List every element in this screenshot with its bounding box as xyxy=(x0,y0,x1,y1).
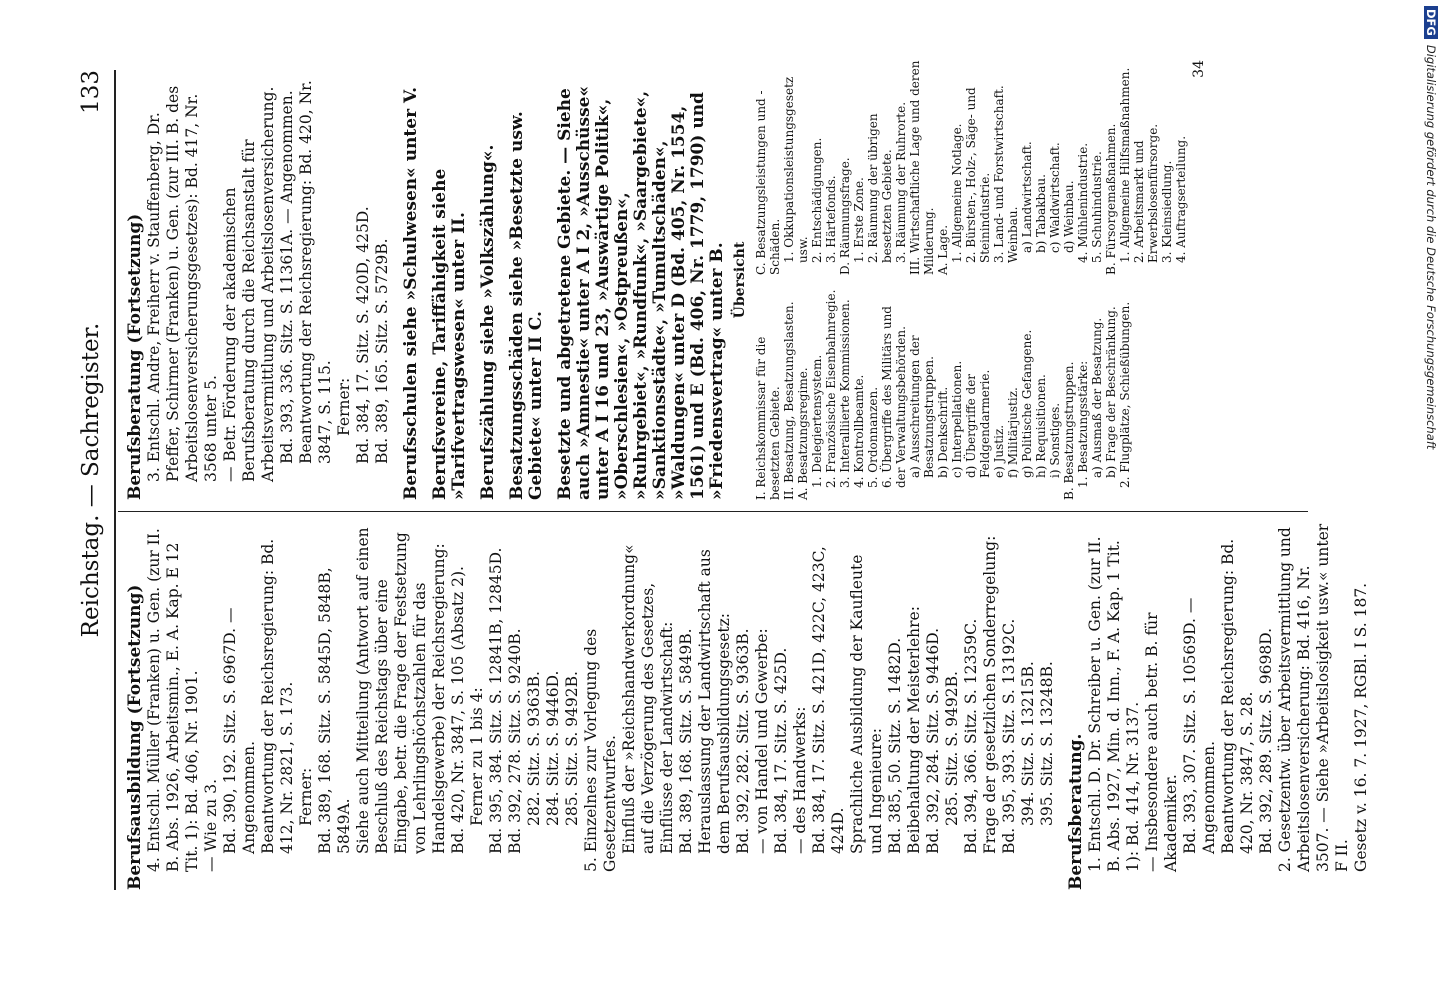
index-entry: — des Handwerks: xyxy=(791,706,809,854)
index-entry: Beibehaltung der Meisterlehre: xyxy=(905,606,923,854)
index-entry: Einfluß der »Reichshandwerkordnung« auf die Verzögerung des Gesetzes, Einflüsse der Landwirtschaft: xyxy=(620,544,676,854)
overview-item: 2. Räumung der übrigen besetzten Gebiete. xyxy=(866,113,894,263)
index-entry: Bd. 389, 168. Sitz. S. 5849B. xyxy=(677,628,695,854)
right-column-entries xyxy=(126,60,727,500)
overview-item: C. Besatzungsleistungen und -Schäden. xyxy=(754,90,782,275)
overview-title: Übersicht xyxy=(732,241,748,319)
index-entry: 2. Gesetzentw. über Arbeitsvermittlung und Arbeitslosenversicherung: Bd. 416, Nr. 3507. — Siehe »Arbeitslosigkeit usw.« unter F II. xyxy=(1276,523,1351,872)
index-entry: 1. Entschl. D. Dr. Schreiber u. Gen. (zur II. B. Abs. 1927, Min. d. Inn., F. A. Kap. 1 Tit. 1): Bd. 414, Nr. 3137. xyxy=(1086,536,1142,872)
index-entry: Beantwortung der Reichsregierung: Bd. 420, Nr. 3847, S. 115. xyxy=(297,80,334,464)
index-entry: Bd. 392, 278. Sitz. S. 9240B. xyxy=(506,628,524,854)
page-header xyxy=(76,70,112,890)
overview-item: f) Militärjustiz. xyxy=(1006,387,1020,478)
overview-item: 3. Räumung der Ruhrorte. xyxy=(894,101,908,263)
overview-item: i) Sonstiges. xyxy=(1048,402,1062,478)
index-entry: Bd. 393, 307. Sitz. S. 10569D. — Angenommen. xyxy=(1181,597,1218,854)
index-entry: Bd. 393, 336. Sitz. S. 11361A. — Angenommen. xyxy=(278,90,296,464)
index-entry: Bd. 394, 366. Sitz. S. 12359C. xyxy=(962,618,980,854)
overview-item: 2. Bürsten-, Holz-, Säge- und Steinindustrie. xyxy=(964,87,992,263)
index-entry: Beantwortung der Reichsregierung: Bd. 412, Nr. 2821, S. 173. xyxy=(259,538,296,854)
index-entry: 5. Einzelnes zur Vorlegung des Gesetzentwurfes. xyxy=(582,628,619,872)
index-entry: 3. Entschl. Andre, Freiherr v. Stauffenberg, Dr. Pfeffer, Schirmer (Franken) u. Gen. (zur III. B. des Arbeitslosenversicherungsgesetzes): Bd. 417, Nr. 3568 unter 5. xyxy=(145,85,220,482)
overview-item: 1. Erste Zone. xyxy=(852,177,866,263)
index-heading: Berufsausbildung (Fortsetzung) xyxy=(125,584,145,890)
overview-item: 3. Kleinsiedlung. xyxy=(1160,160,1174,263)
overview-item: b) Tabakbau. xyxy=(1034,174,1048,253)
index-heading: Berufsberatung (Fortsetzung) xyxy=(125,213,145,500)
index-entry: Ferner zu 1 bis 4: xyxy=(468,687,486,826)
overview-item: B. Besatzungstruppen. xyxy=(1062,361,1076,500)
overview-item: 3. Interalliierte Kommissionen. xyxy=(838,299,852,488)
index-entry: Herauslassung der Landwirtschaft aus dem Berufsausbildungsgesetz: xyxy=(696,549,733,854)
dfg-logo: DFG xyxy=(1424,6,1438,39)
overview-item: 4. Kontrollbeamte. xyxy=(852,374,866,488)
index-entry: — Betr. Förderung der akademischen Berufsberatung durch die Reichsanstalt für Arbeitsvermittlung und Arbeitslosenversicherung. xyxy=(221,86,277,482)
column-divider xyxy=(118,511,1308,512)
digitization-credit xyxy=(1422,6,1436,826)
overview-item: a) Ausmaß der Besatzung. xyxy=(1090,317,1104,478)
page-number: 133 xyxy=(78,70,104,114)
index-entry: Bd. 395, 384. Sitz. S. 12841B, 12845D. xyxy=(487,547,505,854)
overview-item: 5. Schuhindustrie. xyxy=(1090,151,1104,263)
index-entry: 282. Sitz. S. 9363B. xyxy=(525,671,543,826)
overview-item: c) Waldwirtschaft. xyxy=(1048,142,1062,253)
index-heading: Berufsvereine, Tariffähigkeit siehe »Tarifvertragswesen« unter II. xyxy=(430,168,469,500)
overview-item: d) Übergriffe der Feldgendarmerie. xyxy=(964,369,992,478)
index-heading: Berufsschulen siehe »Schulwesen« unter V. xyxy=(401,86,421,500)
overview-item: g) Politische Gefangene. xyxy=(1020,329,1034,478)
overview-item: I. Reichskommissar für die besetzten Gebiete. xyxy=(754,336,782,500)
header-rule xyxy=(114,70,116,890)
overview-item: e) Justiz. xyxy=(992,424,1006,478)
index-entry: 285. Sitz. S. 9492B. xyxy=(943,671,961,826)
index-entry: Bd. 392, 289. Sitz. S. 9698D. xyxy=(1257,627,1275,854)
overview-item: II. Besatzung, Besatzungslasten. xyxy=(782,301,796,500)
index-heading: Berufsberatung. xyxy=(1066,733,1086,890)
overview-item: 2. Französische Eisenbahnregie. xyxy=(824,289,838,488)
right-column xyxy=(126,60,1209,500)
index-entry: Beantwortung der Reichsregierung: Bd. 420, Nr. 3847, S. 28. xyxy=(1219,538,1256,854)
index-entry: Ferner: xyxy=(297,767,315,826)
index-entry: 4. Entschl. Müller (Franken) u. Gen. (zur II. B. Abs. 1926, Arbeitsmin., E. A. Kap. E 12 Tit. 1): Bd. 406, Nr. 1901. xyxy=(145,528,201,872)
index-entry: — von Handel und Gewerbe: xyxy=(753,628,771,854)
overview-item: III. Wirtschaftliche Lage und deren Milderung. xyxy=(908,60,936,275)
overview-item: 1. Besatzungsstärke: xyxy=(1076,360,1090,488)
overview-section xyxy=(731,60,1209,500)
index-entry: 284. Sitz. S. 9446D. xyxy=(544,670,562,826)
index-heading: Besetzte und abgetretene Gebiete. — Siehe auch »Amnestie« unter A I 2, »Ausschüsse« unter A I 16 und 23, »Auswärtige Politik«, »Oberschlesien«, »Ostpreußen«, »Ruhrgebiet«, »Rundfunk«, »Saargebiete«, »Sanktionsstädte«, »Tumultschäden«, »Waldungen« unter D (Bd. 405, Nr. 1554, 1561) und E (Bd. 406, Nr. 1779, 1790) und »Friedensvertrag« unter B. xyxy=(555,85,727,500)
overview-item: 2. Flugplätze, Schießübungen. xyxy=(1118,301,1132,488)
index-entry: Bd. 392, 284. Sitz. S. 9446D. xyxy=(924,627,942,854)
index-entry: Siehe auch Mitteilung (Antwort auf einen Beschluß des Reichstags über eine Eingabe, betr. die Frage der Festsetzung von Lehrlingshöchstzahlen für das Handelsgewerbe) der Reichsregierung: Bd. 420, Nr. 3847, S. 105 (Absatz 2). xyxy=(354,527,467,854)
overview-item: A. Besatzungsregime. xyxy=(796,367,810,500)
credit-text: Digitalisierung gefördert durch die Deutsche Forschungsgemeinschaft xyxy=(1424,44,1438,450)
overview-item: 1. Allgemeine Hilfsmaßnahmen. xyxy=(1118,67,1132,263)
index-entry: 395. Sitz. S. 13248B. xyxy=(1038,661,1056,826)
index-entry: 285. Sitz. S. 9492B. xyxy=(563,671,581,826)
index-entry: Bd. 390, 192. Sitz. S. 6967D. — Angenommen. xyxy=(221,607,258,854)
index-entry: — Insbesondere auch betr. B. für Akademiker. xyxy=(1143,612,1180,872)
overview-item: b) Denkschrift. xyxy=(936,386,950,478)
overview-item: 4. Mühlenindustrie. xyxy=(1076,142,1090,263)
page-signature: 34 xyxy=(1191,60,1207,78)
overview-item: 2. Entschädigungen. xyxy=(810,137,824,263)
overview-right-list xyxy=(754,60,1188,275)
overview-item: A. Lage. xyxy=(936,224,950,275)
overview-item: 4. Auftragserteilung. xyxy=(1174,135,1188,263)
index-entry: Bd. 384, 17. Sitz. S. 420D, 425D. xyxy=(354,206,372,464)
overview-item: c) Interpellationen. xyxy=(950,360,964,478)
index-entry: Frage der gesetzlichen Sonderregelung: xyxy=(981,535,999,854)
overview-item: h) Requisitionen. xyxy=(1034,374,1048,478)
index-entry: Bd. 384, 17. Sitz. S. 421D, 422C, 423C, 424D. xyxy=(810,546,847,854)
index-entry: Bd. 392, 282. Sitz. S. 9363B. xyxy=(734,628,752,854)
index-entry: Bd. 395, 393. Sitz. S. 13192C. xyxy=(1000,618,1018,854)
running-title: Reichstag. — Sachregister. xyxy=(78,322,104,638)
overview-item: 2. Arbeitsmarkt und Erwerbslosenfürsorge. xyxy=(1132,123,1160,263)
index-heading: Besatzungsschäden siehe »Besetzte usw. Gebiete« unter II C. xyxy=(507,111,546,500)
overview-item: D. Räumungsfrage. xyxy=(838,157,852,275)
overview-item: 1. Okkupationsleistungsgesetz usw. xyxy=(782,76,810,263)
overview-left-list xyxy=(754,285,1188,500)
index-entry: Bd. 389, 168. Sitz. S. 5845D, 5848B, 5849A. xyxy=(316,567,353,854)
index-entry: 394. Sitz. S. 13215B. xyxy=(1019,661,1037,826)
overview-item: a) Ausschreitungen der Besatzungstruppen. xyxy=(908,335,936,478)
overview-item: 1. Delegiertensystem. xyxy=(810,354,824,488)
left-column xyxy=(126,522,1371,890)
index-entry: — Wie zu 3. xyxy=(202,778,220,872)
overview-item: d) Weinbau. xyxy=(1062,180,1076,253)
overview-item: 1. Allgemeine Notlage. xyxy=(950,123,964,263)
overview-item: a) Landwirtschaft. xyxy=(1020,141,1034,253)
index-entry: Bd. 389, 165. Sitz. S. 5729B. xyxy=(373,238,391,464)
index-entry: Sprachliche Ausbildung der Kaufleute und Ingenieure: xyxy=(848,554,885,854)
index-heading: Berufszählung siehe »Volkszählung«. xyxy=(478,144,498,500)
overview-item: 5. Ordonnanzen. xyxy=(866,386,880,488)
overview-item: 3. Land- und Forstwirtschaft. Weinbau. xyxy=(992,85,1020,263)
index-entry: Bd. 385, 50. Sitz. S. 1482D. xyxy=(886,637,904,854)
overview-item: B. Fürsorgemaßnahmen. xyxy=(1104,123,1118,275)
index-entry: Bd. 384, 17. Sitz. S. 425D. xyxy=(772,647,790,854)
index-entry: Ferner: xyxy=(335,377,353,436)
index-entry: Gesetz v. 16. 7. 1927, RGBl. I S. 187. xyxy=(1352,582,1370,872)
overview-item: 3. Härtefonds. xyxy=(824,175,838,263)
overview-item: b) Frage der Beschränkung. xyxy=(1104,306,1118,478)
overview-item: 6. Übergriffe des Militärs und der Verwaltungsbehörden. xyxy=(880,306,908,488)
